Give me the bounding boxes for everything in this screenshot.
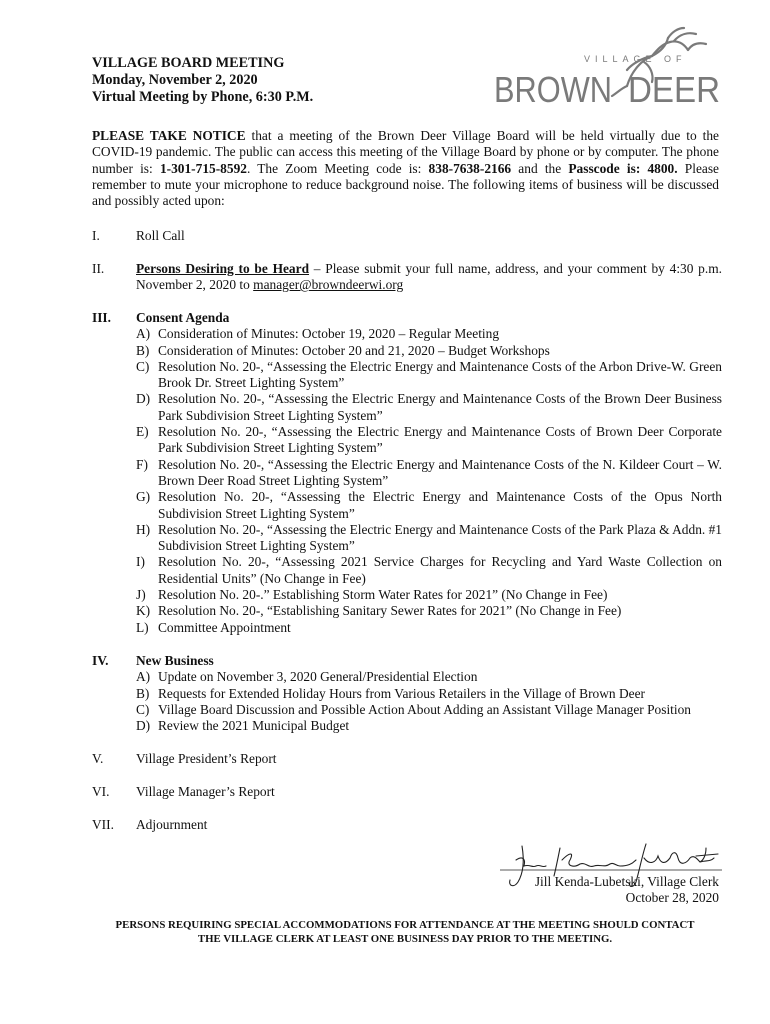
section-consent-agenda (92, 310, 722, 636)
item-text: Resolution No. 20-, “Assessing 2021 Service Charges for Recycling and Yard Waste Collection on Residential Units” (No Change in Fee) (158, 554, 722, 586)
item-letter: H) (136, 521, 151, 537)
item-text: Requests for Extended Holiday Hours from Various Retailers in the Village of Brown Deer (158, 685, 645, 701)
zoom-code: 838-7638-2166 (428, 160, 512, 176)
manager-email-link[interactable]: manager@browndeerwi.org (253, 277, 404, 293)
item-text: Consideration of Minutes: October 20 and 21, 2020 – Budget Workshops (158, 342, 550, 358)
section-number: VI. (92, 784, 110, 799)
item-letter: B) (136, 685, 150, 701)
list-item (136, 587, 722, 603)
section-title: New Business (136, 653, 214, 668)
logo-left-word: BROWN (494, 69, 612, 108)
section-president-report (92, 751, 722, 767)
list-item (136, 343, 722, 359)
village-logo (492, 22, 722, 108)
section-number: II. (92, 261, 105, 276)
section-persons-heard (92, 261, 722, 294)
list-item (136, 620, 722, 636)
section-number: VII. (92, 817, 114, 832)
clerk-signature-block (535, 874, 719, 907)
list-item (136, 554, 722, 587)
clerk-name: Jill Kenda-Lubetski, Village Clerk (534, 874, 719, 889)
signature-date: October 28, 2020 (625, 890, 719, 906)
section-number: IV. (92, 653, 109, 668)
item-text: Resolution No. 20-, “Assessing the Electric Energy and Maintenance Costs of the Opus North Subdivision Street Lighting System” (158, 489, 722, 521)
section-title: Persons Desiring to be Heard (136, 261, 310, 276)
list-item (136, 391, 722, 424)
item-text: Review the 2021 Municipal Budget (158, 718, 350, 734)
item-letter: F) (136, 456, 148, 472)
phone-number: 1-301-715-8592 (159, 160, 247, 176)
item-text: Village Board Discussion and Possible Action About Adding an Assistant Village Manager Position (158, 701, 691, 717)
list-item (136, 457, 722, 490)
list-item (136, 424, 722, 457)
list-item (136, 702, 722, 718)
section-number: V. (92, 751, 104, 766)
item-letter: J) (136, 587, 146, 603)
meeting-location: Virtual Meeting by Phone, 6:30 P.M. (92, 89, 314, 105)
section-title: Roll Call (136, 228, 185, 243)
section-number: I. (92, 228, 100, 243)
notice-text-4: Please remember to mute your microphone to reduce background noise. The following items of business will be discussed and possibly acted upon: (92, 160, 719, 209)
section-title: Adjournment (136, 817, 208, 832)
list-item (136, 669, 722, 685)
meeting-date: Monday, November 2, 2020 (92, 72, 258, 88)
item-text: Resolution No. 20-, “Assessing the Electric Energy and Maintenance Costs of Brown Deer Corporate Park Subdivision Street Lighting System” (158, 424, 722, 456)
item-text: Committee Appointment (158, 619, 291, 635)
list-item (136, 489, 722, 522)
item-letter: L) (136, 619, 149, 635)
list-item (136, 326, 722, 342)
list-item (136, 718, 722, 734)
notice-text-1: that a meeting of the Brown Deer Village Board will be held virtually due to the COVID-19 pandemic. The public can access this meeting of the Village Board by phone or by computer. The phone number is: (92, 128, 719, 176)
section-number: III. (92, 310, 111, 325)
item-text: Resolution No. 20-, “Assessing the Electric Energy and Maintenance Costs of the Arbon Drive-W. Green Brook Dr. Street Lighting System” (158, 358, 722, 391)
consent-items (136, 326, 722, 636)
footer-line-1: PERSONS REQUIRING SPECIAL ACCOMMODATIONS FOR ATTENDANCE AT THE MEETING SHOULD CONTACT (115, 919, 695, 931)
item-letter: E) (136, 424, 149, 440)
item-letter: G) (136, 489, 151, 505)
item-text: Resolution No. 20-, “Assessing the Electric Energy and Maintenance Costs of the Park Plaza & Addn. #1 Subdivision Street Lighting System” (158, 521, 722, 554)
section-text: – Please submit your full name, address, and your comment by 4:30 p.m. November 2, 2020 to (136, 261, 722, 293)
section-manager-report (92, 784, 722, 800)
section-adjournment (92, 817, 722, 833)
meeting-title: VILLAGE BOARD MEETING (92, 55, 285, 71)
item-letter: C) (136, 701, 150, 717)
list-item (136, 603, 722, 619)
item-text: Resolution No. 20-, “Assessing the Electric Energy and Maintenance Costs of the N. Kildeer Court – W. Brown Deer Road Street Lighting System” (158, 456, 722, 488)
logo-top-text: VILLAGE OF (584, 54, 687, 64)
item-letter: A) (136, 669, 151, 685)
logo-right-word: DEER (628, 69, 720, 108)
list-item (136, 522, 722, 555)
section-title: Consent Agenda (136, 310, 230, 325)
footer-line-2: THE VILLAGE CLERK AT LEAST ONE BUSINESS DAY PRIOR TO THE MEETING. (197, 933, 613, 945)
public-notice (92, 128, 719, 209)
section-new-business (92, 653, 722, 734)
item-text: Resolution No. 20-, “Assessing the Electric Energy and Maintenance Costs of the Brown Deer Business Park Subdivision Street Lighting System” (158, 391, 722, 423)
item-letter: C) (136, 358, 150, 374)
item-letter: B) (136, 342, 150, 358)
meeting-header (92, 55, 313, 106)
passcode: Passcode is: 4800. (568, 160, 678, 176)
item-text: Resolution No. 20-, “Establishing Sanitary Sewer Rates for 2021” (No Change in Fee) (158, 603, 622, 619)
item-letter: A) (136, 326, 151, 342)
accommodations-notice (70, 918, 740, 946)
item-letter: K) (136, 603, 151, 619)
notice-text-3: and the (511, 160, 569, 176)
list-item (136, 686, 722, 702)
item-text: Update on November 3, 2020 General/Presidential Election (158, 669, 478, 685)
item-letter: D) (136, 718, 151, 734)
notice-text-2: . The Zoom Meeting code is: (246, 160, 429, 176)
list-item (136, 359, 722, 392)
section-title: Village President’s Report (136, 751, 277, 766)
section-roll-call (92, 228, 722, 244)
item-text: Consideration of Minutes: October 19, 2020 – Regular Meeting (158, 326, 500, 342)
item-letter: D) (136, 391, 151, 407)
notice-lead: PLEASE TAKE NOTICE (92, 128, 246, 143)
section-title: Village Manager’s Report (136, 784, 275, 799)
item-text: Resolution No. 20-.” Establishing Storm Water Rates for 2021” (No Change in Fee) (158, 587, 608, 603)
item-letter: I) (136, 554, 145, 570)
